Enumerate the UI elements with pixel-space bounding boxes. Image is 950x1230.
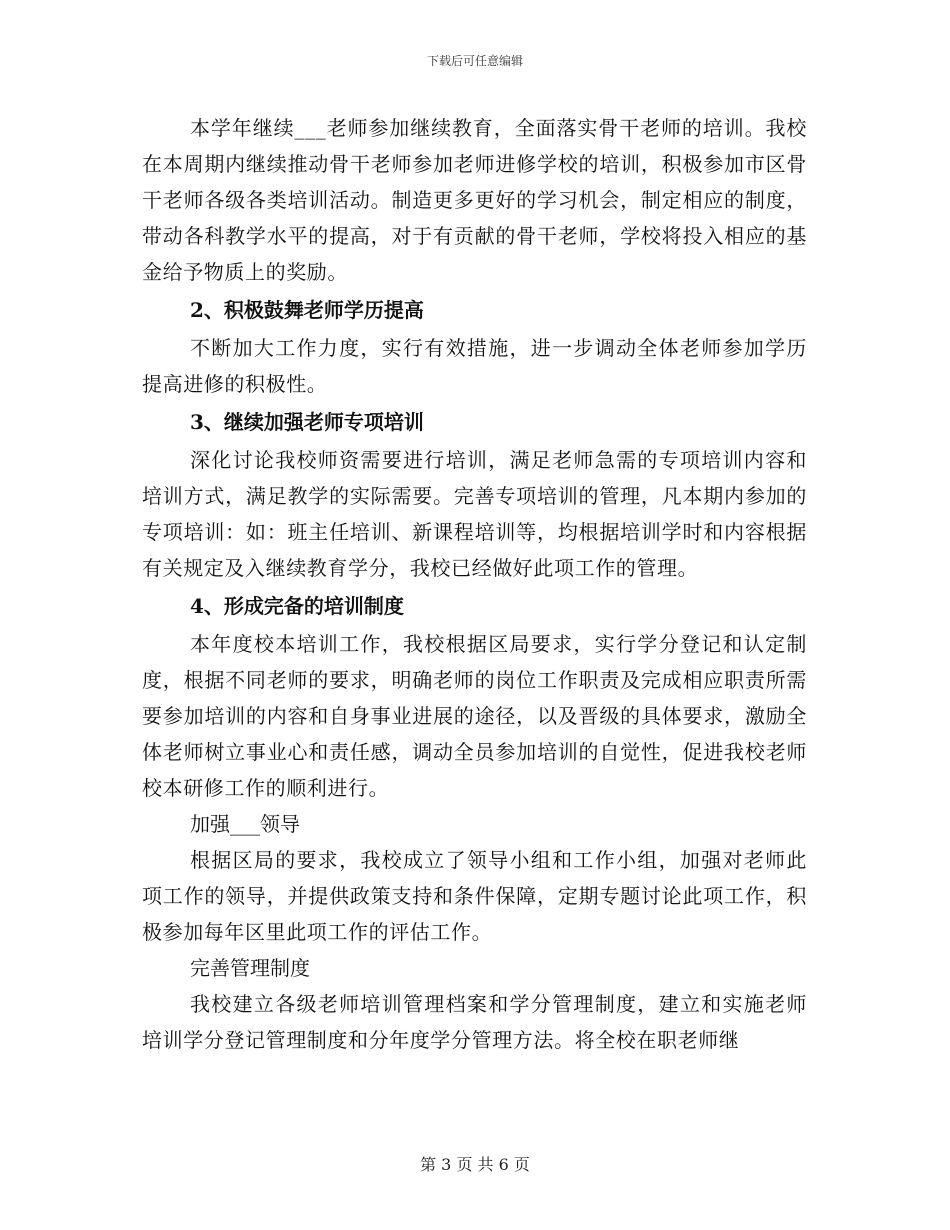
paragraph-1: 本学年继续___老师参加继续教育，全面落实骨干老师的培训。我校在本周期内继续推动骨干老师参加老师进修学校的培训，积极参加市区骨干老师各级各类培训活动。制造更多更好的学习机会，制定相应的制度，带动各科教学水平的提高，对于有贡献的骨干老师，学校将投入相应的基金给予物质上的奖励。 (142, 116, 807, 284)
section-heading-4: 4、形成完备的培训制度 (190, 594, 404, 618)
section-heading-3: 3、继续加强老师专项培训 (190, 410, 424, 434)
section-heading-2: 2、积极鼓舞老师学历提高 (190, 298, 424, 322)
document-body (142, 110, 807, 1058)
paragraph-4: 本年度校本培训工作，我校根据区局要求，实行学分登记和认定制度，根据不同老师的要求，明确老师的岗位工作职责及完成相应职责所需要参加培训的内容和自身事业进展的途径，以及晋级的具体要求，激励全体老师树立事业心和责任感，调动全员参加培训的自觉性，促进我校老师校本研修工作的顺利进行。 (142, 632, 807, 800)
paragraph-2: 不断加大工作力度，实行有效措施，进一步调动全体老师参加学历提高进修的积极性。 (142, 336, 807, 396)
paragraph-5: 根据区局的要求，我校成立了领导小组和工作小组，加强对老师此项工作的领导，并提供政策支持和条件保障，定期专题讨论此项工作，积极参加每年区里此项工作的评估工作。 (142, 848, 807, 944)
paragraph-3: 深化讨论我校师资需要进行培训，满足老师急需的专项培训内容和培训方式，满足教学的实际需要。完善专项培训的管理，凡本期内参加的专项培训：如：班主任培训、新课程培训等，均根据培训学时和内容根据有关规定及入继续教育学分，我校已经做好此项工作的管理。 (142, 448, 807, 580)
paragraph-6: 我校建立各级老师培训管理档案和学分管理制度，建立和实施老师培训学分登记管理制度和分年度学分管理方法。将全校在职老师继 (142, 992, 807, 1052)
page-header-note: 下载后可任意编辑 (426, 54, 523, 68)
subheading-leadership: 加强___领导 (190, 812, 300, 836)
subheading-management: 完善管理制度 (190, 956, 310, 980)
page-number: 第 3 页 共 6 页 (420, 1155, 530, 1174)
